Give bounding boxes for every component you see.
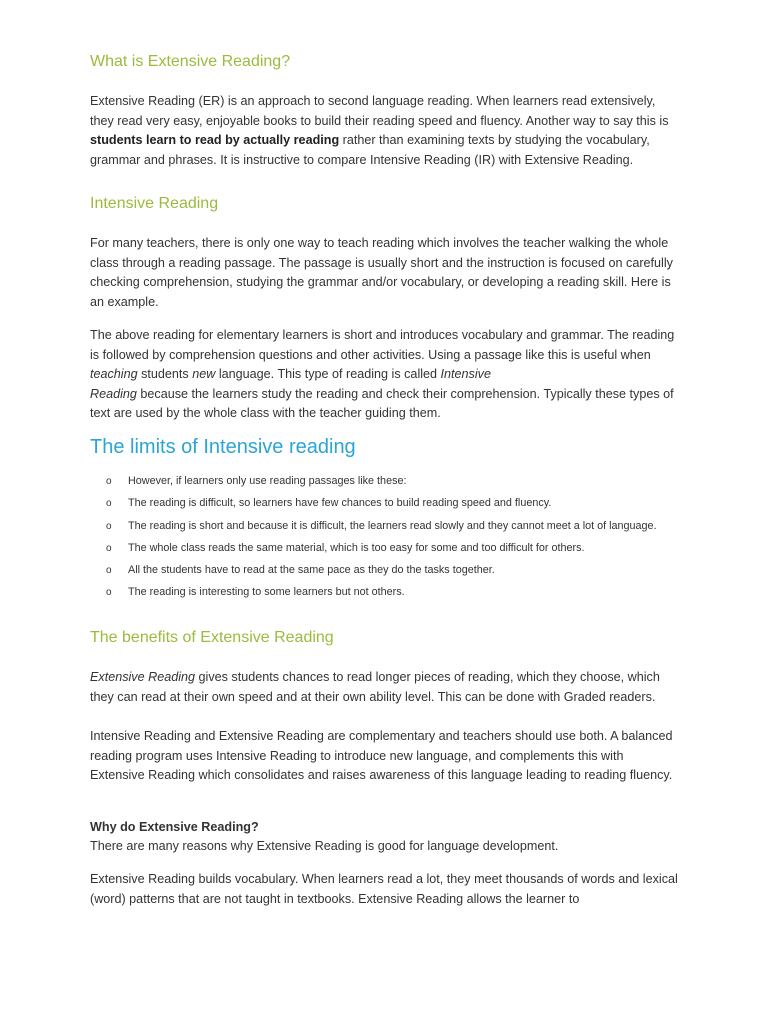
italic-teaching: teaching	[90, 367, 138, 382]
intro-paragraph	[90, 92, 680, 170]
vocabulary-paragraph: Extensive Reading builds vocabulary. When learners read a lot, they meet thousands of words and lexical (word) patterns that are not taught in textbooks. Extensive Reading allows the learner to	[90, 872, 678, 906]
bullet-marker: o	[106, 520, 112, 532]
bullet-marker: o	[106, 498, 112, 510]
benefits-paragraph-1	[90, 668, 680, 707]
benefits-paragraph-2: Intensive Reading and Extensive Reading are complementary and teachers should use both. A balanced reading program uses Intensive Reading to introduce new language, and complements this with Extensive Reading which consolidates and raises awareness of this language leading to reading fluency.	[90, 729, 673, 783]
heading-what-is-extensive-reading: What is Extensive Reading?	[90, 53, 291, 70]
list-item	[106, 517, 666, 536]
limits-list	[106, 472, 666, 606]
list-item	[106, 494, 666, 513]
intro-bold-text: students learn to read by actually reading	[90, 133, 340, 148]
heading-benefits-of-extensive-reading: The benefits of Extensive Reading	[90, 629, 334, 646]
list-item-text: The reading is short and because it is difficult, the learners read slowly and they cannot meet a lot of language.	[128, 519, 657, 532]
list-item	[106, 539, 666, 558]
bullet-marker: o	[106, 476, 112, 487]
list-item-text: However, if learners only use reading passages like these:	[128, 475, 407, 487]
bullet-marker: o	[106, 542, 112, 554]
intro-text-2: rather than examining texts by studying the vocabulary, grammar and phrases. It is instructive to compare Intensive Reading (IR) with Extensive Reading.	[90, 133, 650, 167]
italic-intensive: Intensive	[440, 367, 491, 382]
list-item-text: The whole class reads the same material, which is too easy for some and too difficult for others.	[128, 541, 585, 554]
intensive-p2-text-d: because the learners study the reading and check their comprehension. Typically these types of text are used by the whole class with the teacher guiding them.	[90, 386, 674, 421]
list-item-text: The reading is difficult, so learners have few chances to build reading speed and fluency.	[128, 497, 552, 510]
italic-reading: Reading	[90, 386, 137, 401]
intensive-p2-text-a: The above reading for elementary learners is short and introduces vocabulary and grammar. The reading is followed by comprehension questions and other activities. Using a passage like this is useful when	[90, 328, 675, 362]
italic-new: new	[192, 367, 216, 382]
intensive-p2-text-b: students	[137, 367, 193, 382]
bullet-marker: o	[106, 587, 112, 599]
heading-intensive-reading: Intensive Reading	[90, 195, 219, 212]
intensive-p2-text-c: language. This type of reading is called	[215, 367, 441, 382]
list-item	[106, 472, 666, 491]
benefits-p1-text: gives students chances to read longer pieces of reading, which they choose, which they can read at their own speed and at their own ability level. This can be done with Graded readers.	[90, 670, 660, 704]
list-item	[106, 561, 666, 580]
subheading-why-do-extensive-reading: Why do Extensive Reading?	[90, 820, 259, 834]
italic-extensive-reading: Extensive Reading	[90, 670, 196, 684]
why-paragraph: There are many reasons why Extensive Reading is good for language development.	[90, 839, 559, 853]
bullet-marker: o	[106, 565, 112, 577]
intensive-paragraph-2	[90, 326, 680, 424]
list-item	[106, 583, 666, 602]
intro-text-1: Extensive Reading (ER) is an approach to second language reading. When learners read extensively, they read very easy, enjoyable books to build their reading speed and fluency. Another way to say this is	[90, 94, 669, 128]
list-item-text: All the students have to read at the same pace as they do the tasks together.	[128, 564, 495, 577]
heading-limits-of-intensive-reading: The limits of Intensive reading	[90, 436, 356, 458]
intensive-paragraph-1: For many teachers, there is only one way to teach reading which involves the teacher walking the whole class through a reading passage. The passage is usually short and the instruction is focused on carefully checking comprehension, studying the grammar and/or vocabulary, or developing a reading skill. Here is an example.	[90, 236, 673, 309]
list-item-text: The reading is interesting to some learners but not others.	[128, 586, 405, 599]
